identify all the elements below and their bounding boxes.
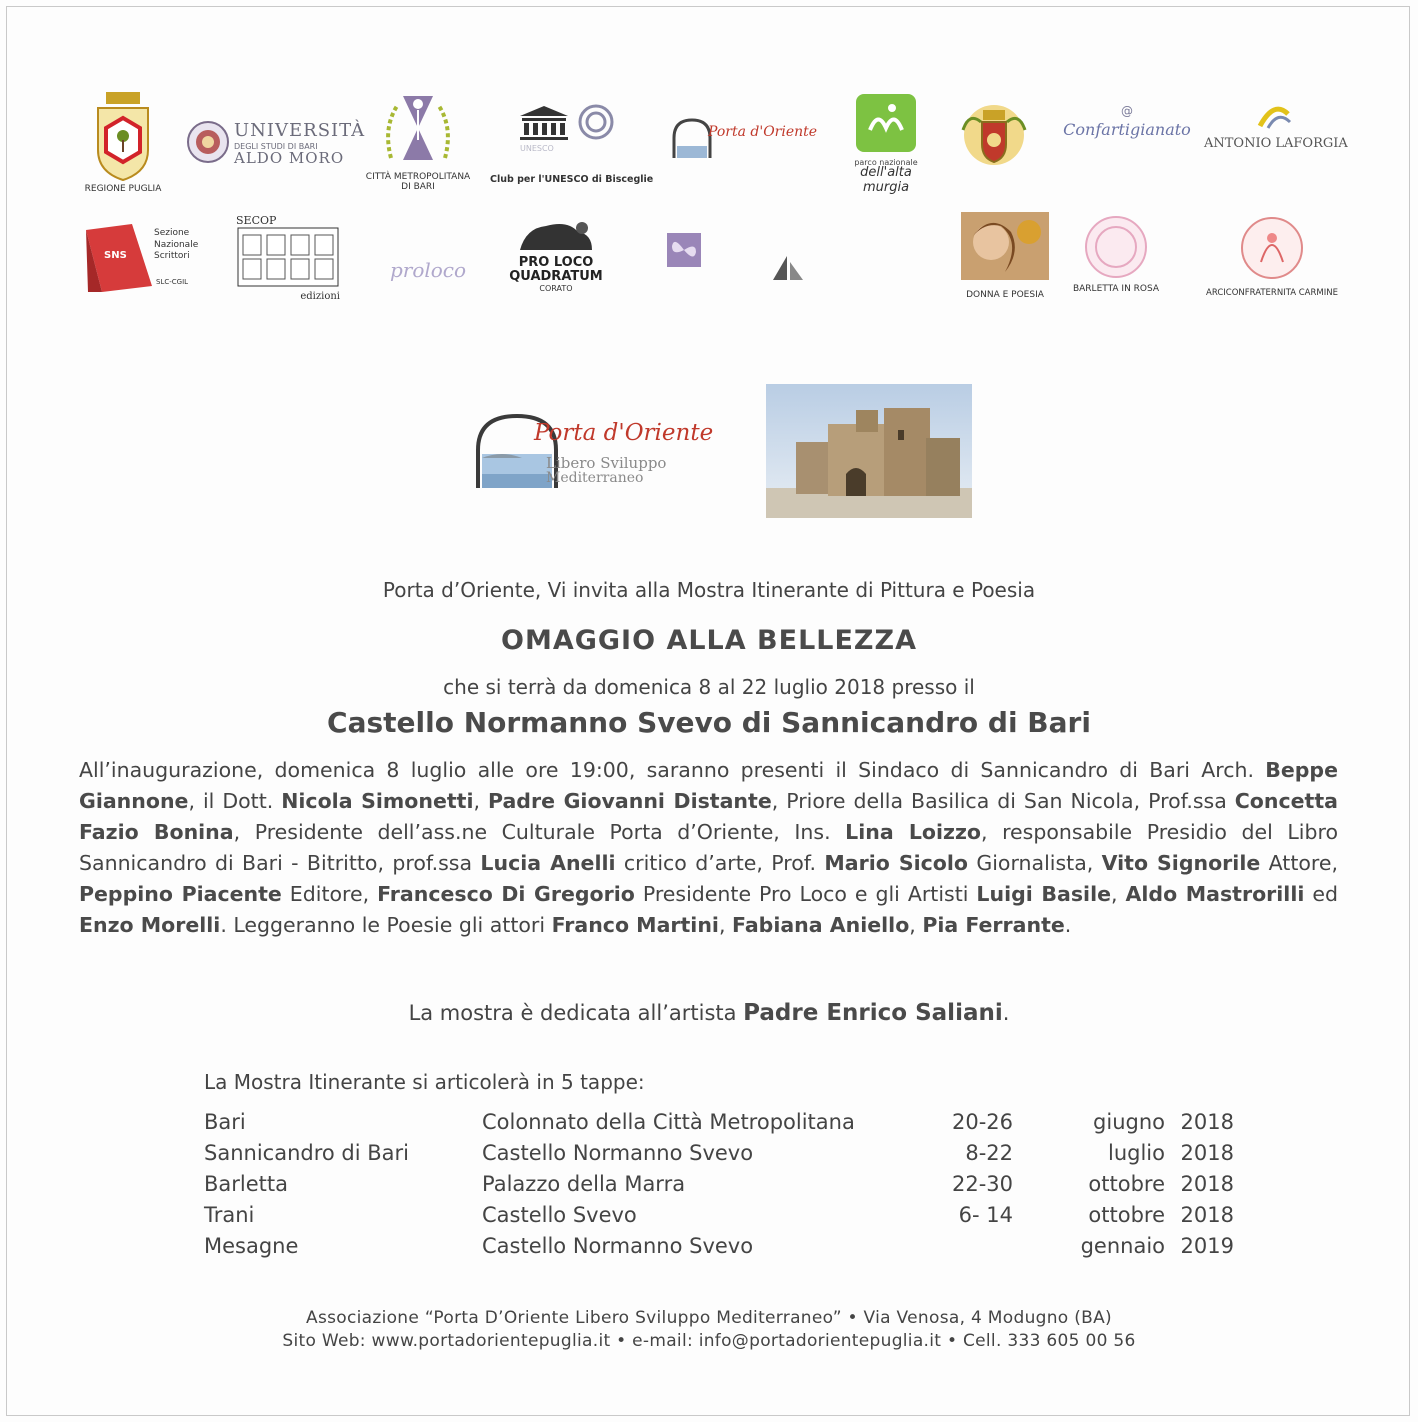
stage-city: Sannicandro di Bari	[204, 1141, 409, 1165]
dedication-prefix: La mostra è dedicata all’artista	[408, 1001, 744, 1025]
stage-row	[0, 1110, 1418, 1140]
coat-of-arms-icon	[955, 100, 1033, 170]
laforgia-sun-icon	[1254, 96, 1294, 132]
laforgia-name: ANTONIO LAFORGIA	[1204, 136, 1348, 151]
secop-subtitle: edizioni	[300, 291, 340, 302]
donna-e-poesia-picture-icon	[961, 212, 1049, 280]
sns-caption-2: Nazionale	[154, 240, 199, 250]
logo-coat-of-arms	[954, 100, 1034, 172]
dedication-suffix: .	[1002, 1001, 1010, 1025]
logo-parco-alta-murgia	[836, 92, 936, 195]
logo-proloco-quadratum	[496, 218, 616, 294]
stages-title: La Mostra Itinerante si articolerà in 5 tappe:	[204, 1070, 645, 1094]
unesco-label: UNESCO	[520, 144, 554, 153]
sail-icon	[771, 254, 805, 284]
butterfly-icon	[666, 232, 702, 268]
logo-unesco-club	[490, 98, 658, 190]
arciconfraternita-seal-icon	[1239, 212, 1305, 284]
stage-city: Trani	[204, 1203, 255, 1227]
person-name: Nicola Simonetti	[281, 789, 474, 813]
exhibition-title: OMAGGIO ALLA BELLEZZA	[501, 625, 917, 656]
person-name: Padre Giovanni Distante	[488, 789, 772, 813]
logo-regione-puglia	[78, 90, 168, 200]
stage-month: luglio	[1108, 1141, 1165, 1165]
person-name: Luigi Basile	[976, 882, 1112, 906]
sns-caption-3: Scrittori	[154, 251, 190, 261]
sns-caption-4: SLC-CGIL	[156, 278, 189, 286]
citta-metropolitana-caption-2: DI BARI	[401, 182, 435, 192]
sns-badge: SNS	[104, 250, 127, 261]
logo-citta-metropolitana	[356, 88, 480, 200]
logo-confartigianato	[1062, 104, 1192, 160]
unesco-temple-icon	[516, 104, 572, 142]
paragraph-text: ,	[718, 913, 733, 937]
stage-year: 2018	[1180, 1110, 1234, 1134]
stage-city: Bari	[204, 1110, 246, 1134]
person-name: Fabiana Aniello	[732, 913, 910, 937]
proloco-q-line1: PRO LOCO	[518, 255, 594, 270]
castle-picture-icon	[766, 384, 972, 518]
stage-year: 2018	[1180, 1141, 1234, 1165]
stage-month: gennaio	[1080, 1234, 1165, 1258]
barletta-in-rosa-seal-icon	[1083, 214, 1149, 280]
stage-place: Palazzo della Marra	[482, 1172, 686, 1196]
stage-days: 22-30	[951, 1172, 1013, 1196]
paragraph-text: Editore,	[281, 882, 378, 906]
arciconfraternita-caption: ARCICONFRATERNITA CARMINE	[1206, 288, 1338, 298]
logo-sns-cgil	[82, 222, 214, 296]
person-name: Lucia Anelli	[480, 851, 616, 875]
stage-month: giugno	[1093, 1110, 1165, 1134]
stage-row	[0, 1172, 1418, 1202]
secop-title: SECOP	[236, 214, 277, 227]
hero-logo-name: Porta d'Oriente	[534, 420, 714, 446]
dedication-artist-name: Padre Enrico Saliani	[743, 1000, 1003, 1026]
parco-caption-2: dell'alta murgia	[860, 165, 912, 195]
paragraph-text: Presidente Pro Loco e gli Artisti	[634, 882, 977, 906]
stage-row	[0, 1203, 1418, 1233]
paragraph-text: critico d’arte, Prof.	[615, 851, 825, 875]
secop-pattern-icon	[237, 227, 339, 287]
logo-proloco-pale	[378, 258, 478, 302]
paragraph-text: .	[1064, 913, 1072, 937]
proloco-q-line3: CORATO	[539, 284, 573, 293]
person-name: Francesco Di Gregorio	[377, 882, 635, 906]
invite-line: Porta d’Oriente, Vi invita alla Mostra Itinerante di Pittura e Poesia	[382, 578, 1036, 602]
footer-contacts: Sito Web: www.portadorientepuglia.it • e-mail: info@portadorientepuglia.it • Cell. 333 605 00 56	[282, 1331, 1136, 1351]
citta-metropolitana-emblem-icon	[383, 88, 453, 168]
person-name: Concetta Fazio Bonina	[79, 789, 1338, 844]
paragraph-text: ed	[1304, 882, 1338, 906]
person-name: Enzo Morelli	[79, 913, 221, 937]
paragraph-text: All’inaugurazione, domenica 8 luglio alle ore 19:00, saranno presenti il Sindaco di Sannicandro di Bari Arch.	[79, 758, 1266, 782]
confartigianato-at-icon: @	[1121, 104, 1133, 118]
logo-donna-e-poesia	[960, 212, 1050, 302]
logo-butterfly	[664, 232, 704, 272]
hero-logo-sub2: Mediterraneo	[546, 470, 644, 486]
paragraph-text: , Presidente dell’ass.ne Culturale Porta d’Oriente, Ins.	[233, 820, 846, 844]
logo-universita-bari	[186, 118, 366, 170]
person-name: Aldo Mastrorilli	[1125, 882, 1305, 906]
dedication-line	[0, 1000, 1418, 1026]
paragraph-text: , il Dott.	[188, 789, 282, 813]
person-name: Peppino Piacente	[79, 882, 282, 906]
venue-title: Castello Normanno Svevo di Sannicandro di Bari	[327, 706, 1091, 739]
stage-place: Castello Svevo	[482, 1203, 637, 1227]
date-line: che si terrà da domenica 8 al 22 luglio 2018 presso il	[443, 675, 975, 699]
person-name: Franco Martini	[551, 913, 719, 937]
person-name: Vito Signorile	[1101, 851, 1261, 875]
logo-secop-edizioni	[236, 214, 340, 302]
person-name: Beppe Giannone	[79, 758, 1338, 813]
porta-oriente-hero-logo	[472, 408, 742, 500]
paragraph-text: Attore,	[1260, 851, 1339, 875]
stage-place: Castello Normanno Svevo	[482, 1234, 754, 1258]
paragraph-text: ,	[909, 913, 923, 937]
stage-days: 6- 14	[958, 1203, 1013, 1227]
person-name: Pia Ferrante	[922, 913, 1065, 937]
stage-row	[0, 1141, 1418, 1171]
footer-address: Associazione “Porta D’Oriente Libero Sviluppo Mediterraneo” • Via Venosa, 4 Modugno (BA)	[306, 1308, 1112, 1328]
paragraph-text: . Leggeranno le Poesie gli attori	[220, 913, 552, 937]
logo-porta-oriente-small	[670, 112, 830, 164]
porta-oriente-small-name: Porta d'Oriente	[708, 124, 818, 140]
logo-antonio-laforgia	[1204, 96, 1348, 160]
stage-days: 20-26	[951, 1110, 1013, 1134]
logo-arciconfraternita-carmine	[1204, 212, 1340, 308]
regione-puglia-emblem-icon	[88, 90, 158, 182]
stage-place: Colonnato della Città Metropolitana	[482, 1110, 855, 1134]
person-name: Lina Loizzo	[845, 820, 981, 844]
stage-month: ottobre	[1088, 1172, 1165, 1196]
proloco-q-line2: QUADRATUM	[509, 269, 603, 284]
citta-metropolitana-caption-1: CITTÀ METROPOLITANA	[365, 172, 471, 182]
universita-subtitle-2: ALDO MORO	[234, 149, 345, 167]
universita-title: UNIVERSITÀ	[234, 120, 366, 141]
confartigianato-name: Confartigianato	[1063, 120, 1191, 139]
stage-place: Castello Normanno Svevo	[482, 1141, 754, 1165]
unesco-spiral-icon	[576, 102, 616, 142]
hero-logo-sub1: Libero Sviluppo	[546, 454, 667, 472]
paragraph-text: ,	[1111, 882, 1126, 906]
stage-year: 2019	[1180, 1234, 1234, 1258]
paragraph-text: ,	[473, 789, 488, 813]
stage-month: ottobre	[1088, 1203, 1165, 1227]
stage-row	[0, 1234, 1418, 1264]
logo-barletta-in-rosa	[1068, 214, 1164, 302]
stage-year: 2018	[1180, 1172, 1234, 1196]
paragraph-text: , Priore della Basilica di San Nicola, Prof.ssa	[771, 789, 1235, 813]
stage-city: Barletta	[204, 1172, 288, 1196]
logo-sail	[770, 254, 806, 286]
regione-puglia-caption: REGIONE PUGLIA	[84, 184, 162, 194]
paragraph-text: Giornalista,	[967, 851, 1102, 875]
stage-days: 8-22	[965, 1141, 1013, 1165]
universita-subtitle-1: DEGLI STUDI DI BARI	[234, 142, 318, 151]
person-name: Mario Sicolo	[824, 851, 968, 875]
donna-e-poesia-caption: DONNA E POESIA	[966, 290, 1044, 300]
unesco-club-caption: Club per l'UNESCO di Bisceglie	[490, 174, 654, 185]
stage-city: Mesagne	[204, 1234, 299, 1258]
parco-caption-1: parco nazionale	[854, 158, 918, 167]
universita-seal-icon	[186, 120, 230, 164]
barletta-in-rosa-caption: BARLETTA IN ROSA	[1072, 284, 1160, 294]
stage-year: 2018	[1180, 1203, 1234, 1227]
paragraph-text: , responsabile Presidio del Libro Sannicandro di Bari - Bitritto, prof.ssa	[79, 820, 1339, 875]
proloco-quadratum-building-icon	[516, 218, 596, 252]
parco-alta-murgia-icon	[854, 92, 918, 154]
proloco-pale-name: proloco	[389, 258, 467, 282]
castle-photo	[766, 384, 972, 518]
inauguration-paragraph	[79, 755, 1338, 941]
sns-caption-1: Sezione	[154, 228, 190, 238]
